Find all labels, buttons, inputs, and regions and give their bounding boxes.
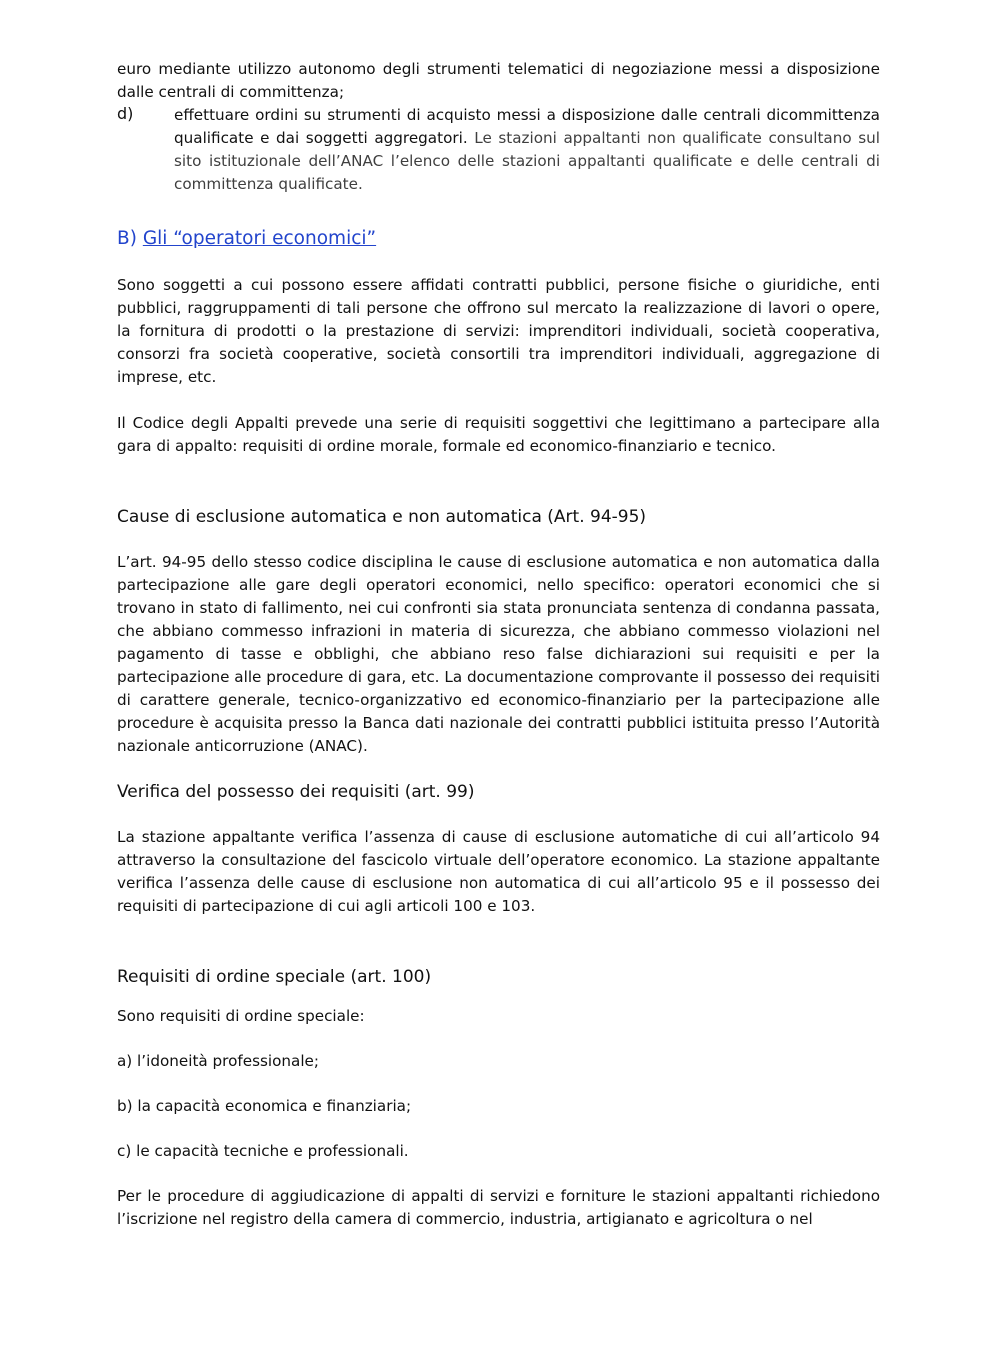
list-item-d [117, 104, 880, 196]
intro-paragraph: euro mediante utilizzo autonomo degli strumenti telematici di negoziazione messi a disposizione dalle centrali di committenza; [117, 60, 880, 101]
special-requirement-item-b: b) la capacità economica e finanziaria; [117, 1097, 412, 1115]
special-requirements-heading: Requisiti di ordine speciale (art. 100) [117, 967, 432, 987]
special-requirement-item-a: a) l’idoneità professionale; [117, 1052, 320, 1070]
verification-paragraph: La stazione appaltante verifica l’assenza di cause di esclusione automatiche di cui all’articolo 94 attraverso la consultazione del fascicolo virtuale dell’operatore economico. La stazione appaltante verifica l’assenza delle cause di esclusione non automatica di cui all’articolo 95 e il possesso dei requisiti di partecipazione di cui agli articoli 100 e 103. [117, 828, 880, 915]
verification-heading: Verifica del possesso dei requisiti (art. 99) [117, 782, 475, 802]
special-requirements-intro: Sono requisiti di ordine speciale: [117, 1007, 365, 1025]
section-b-heading [117, 226, 880, 252]
section-b-paragraph-2: Il Codice degli Appalti prevede una serie di requisiti soggettivi che legittimano a partecipare alla gara di appalto: requisiti di ordine morale, formale ed economico-finanziario e tecnico. [117, 414, 880, 455]
list-item-d-main: effettuare ordini su strumenti di acquisto messi a disposizione dalle centrali dicommittenza qualificate e dai soggetti aggregatori. [174, 106, 880, 147]
list-item-d-note: Le stazioni appaltanti non qualificate consultano sul sito istituzionale dell’ANAC l’elenco delle stazioni appaltanti qualificate e delle centrali di committenza qualificate. [174, 129, 880, 193]
section-b-paragraph-1: Sono soggetti a cui possono essere affidati contratti pubblici, persone fisiche o giuridiche, enti pubblici, raggruppamenti di tali persone che offrono sul mercato la realizzazione di lavori o opere, la fornitura di prodotti o la prestazione di servizi: imprenditori individuali, società cooperativa, consorzi fra società cooperative, società consortili tra imprenditori individuali, aggregazione di imprese, etc. [117, 276, 880, 386]
special-requirement-item-c: c) le capacità tecniche e professionali. [117, 1142, 409, 1160]
list-marker-d: d) [117, 104, 134, 123]
section-b-title-link[interactable]: Gli “operatori economici” [142, 228, 377, 249]
document-page [117, 58, 880, 1231]
list-item-d-text [174, 104, 880, 196]
exclusion-heading: Cause di esclusione automatica e non automatica (Art. 94-95) [117, 507, 647, 527]
section-b-prefix: B) [117, 228, 137, 249]
special-requirements-paragraph: Per le procedure di aggiudicazione di appalti di servizi e forniture le stazioni appaltanti richiedono l’iscrizione nel registro della camera di commercio, industria, artigianato e agricoltura o nel [117, 1187, 880, 1228]
exclusion-paragraph: L’art. 94-95 dello stesso codice disciplina le cause di esclusione automatica e non automatica dalla partecipazione alle gare degli operatori economici, nello specifico: operatori economici che si trovano in stato di fallimento, nei cui confronti sia stata pronunciata sentenza di condanna passata, che abbiano commesso infrazioni in materia di sicurezza, che abbiano commesso violazioni nel pagamento di tasse e obblighi, che abbiano reso false dichiarazioni sui requisiti e per la partecipazione alle procedure di gara, etc. La documentazione comprovante il possesso dei requisiti di carattere generale, tecnico-organizzativo ed economico-finanziario per la partecipazione alle procedure è acquisita presso la Banca dati nazionale dei contratti pubblici istituita presso l’Autorità nazionale anticorruzione (ANAC). [117, 553, 880, 755]
